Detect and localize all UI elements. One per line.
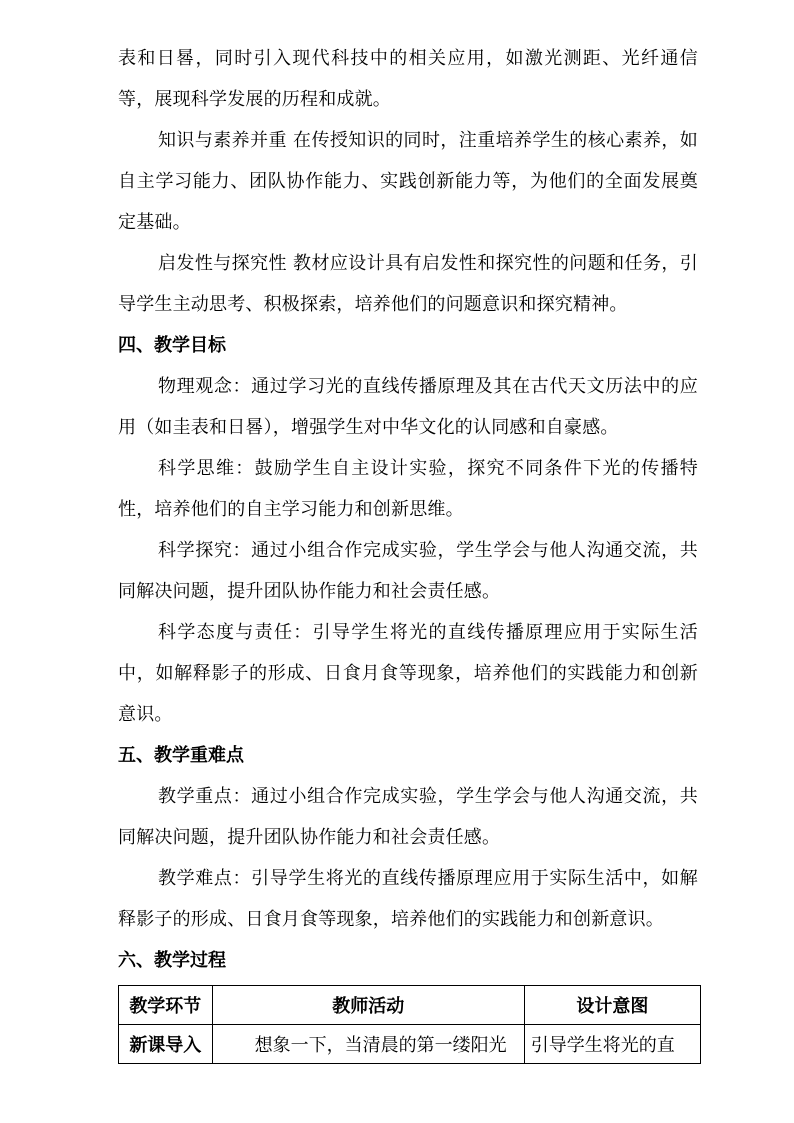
table-header-cell: 教学环节 <box>119 986 213 1025</box>
document-page <box>118 38 698 1064</box>
objective-scientific-thinking: 科学思维：鼓励学生自主设计实验，探究不同条件下光的传播特性，培养他们的自主学习能力和创新思维。 <box>118 458 698 520</box>
key-point: 教学重点：通过小组合作完成实验，学生学会与他人沟通交流，共同解决问题，提升团队协作能力和社会责任感。 <box>118 786 698 848</box>
objective-scientific-inquiry: 科学探究：通过小组合作完成实验，学生学会与他人沟通交流，共同解决问题，提升团队协作能力和社会责任感。 <box>118 540 698 602</box>
table-header-row <box>119 986 701 1025</box>
table-cell-stage: 新课导入 <box>119 1025 213 1064</box>
table-cell-teacher-activity: 想象一下，当清晨的第一缕阳光 <box>212 1025 524 1064</box>
table-cell-design-intent: 引导学生将光的直 <box>524 1025 700 1064</box>
section-heading-process: 六、教学过程 <box>118 950 226 971</box>
table-row <box>119 1025 701 1064</box>
difficult-point: 教学难点：引导学生将光的直线传播原理应用于实际生活中，如解释影子的形成、日食月食等现象，培养他们的实践能力和创新意识。 <box>118 868 698 930</box>
objective-physics-concept: 物理观念：通过学习光的直线传播原理及其在古代天文历法中的应用（如圭表和日晷），增强学生对中华文化的认同感和自豪感。 <box>118 376 698 438</box>
paragraph-top-2: 启发性与探究性 教材应设计具有启发性和探究性的问题和任务，引导学生主动思考、积极探索，培养他们的问题意识和探究精神。 <box>118 253 698 315</box>
objective-attitude-responsibility: 科学态度与责任：引导学生将光的直线传播原理应用于实际生活中，如解释影子的形成、日食月食等现象，培养他们的实践能力和创新意识。 <box>118 622 698 725</box>
table-header-cell: 教师活动 <box>212 986 524 1025</box>
paragraph-top-1: 知识与素养并重 在传授知识的同时，注重培养学生的核心素养，如自主学习能力、团队协作能力、实践创新能力等，为他们的全面发展奠定基础。 <box>118 130 698 233</box>
table-header-cell: 设计意图 <box>524 986 700 1025</box>
paragraph-top-0: 表和日晷，同时引入现代科技中的相关应用，如激光测距、光纤通信等，展现科学发展的历程和成就。 <box>118 48 698 110</box>
section-heading-key-points: 五、教学重难点 <box>118 745 244 766</box>
teaching-process-table <box>118 985 701 1064</box>
section-heading-objectives: 四、教学目标 <box>118 335 226 356</box>
